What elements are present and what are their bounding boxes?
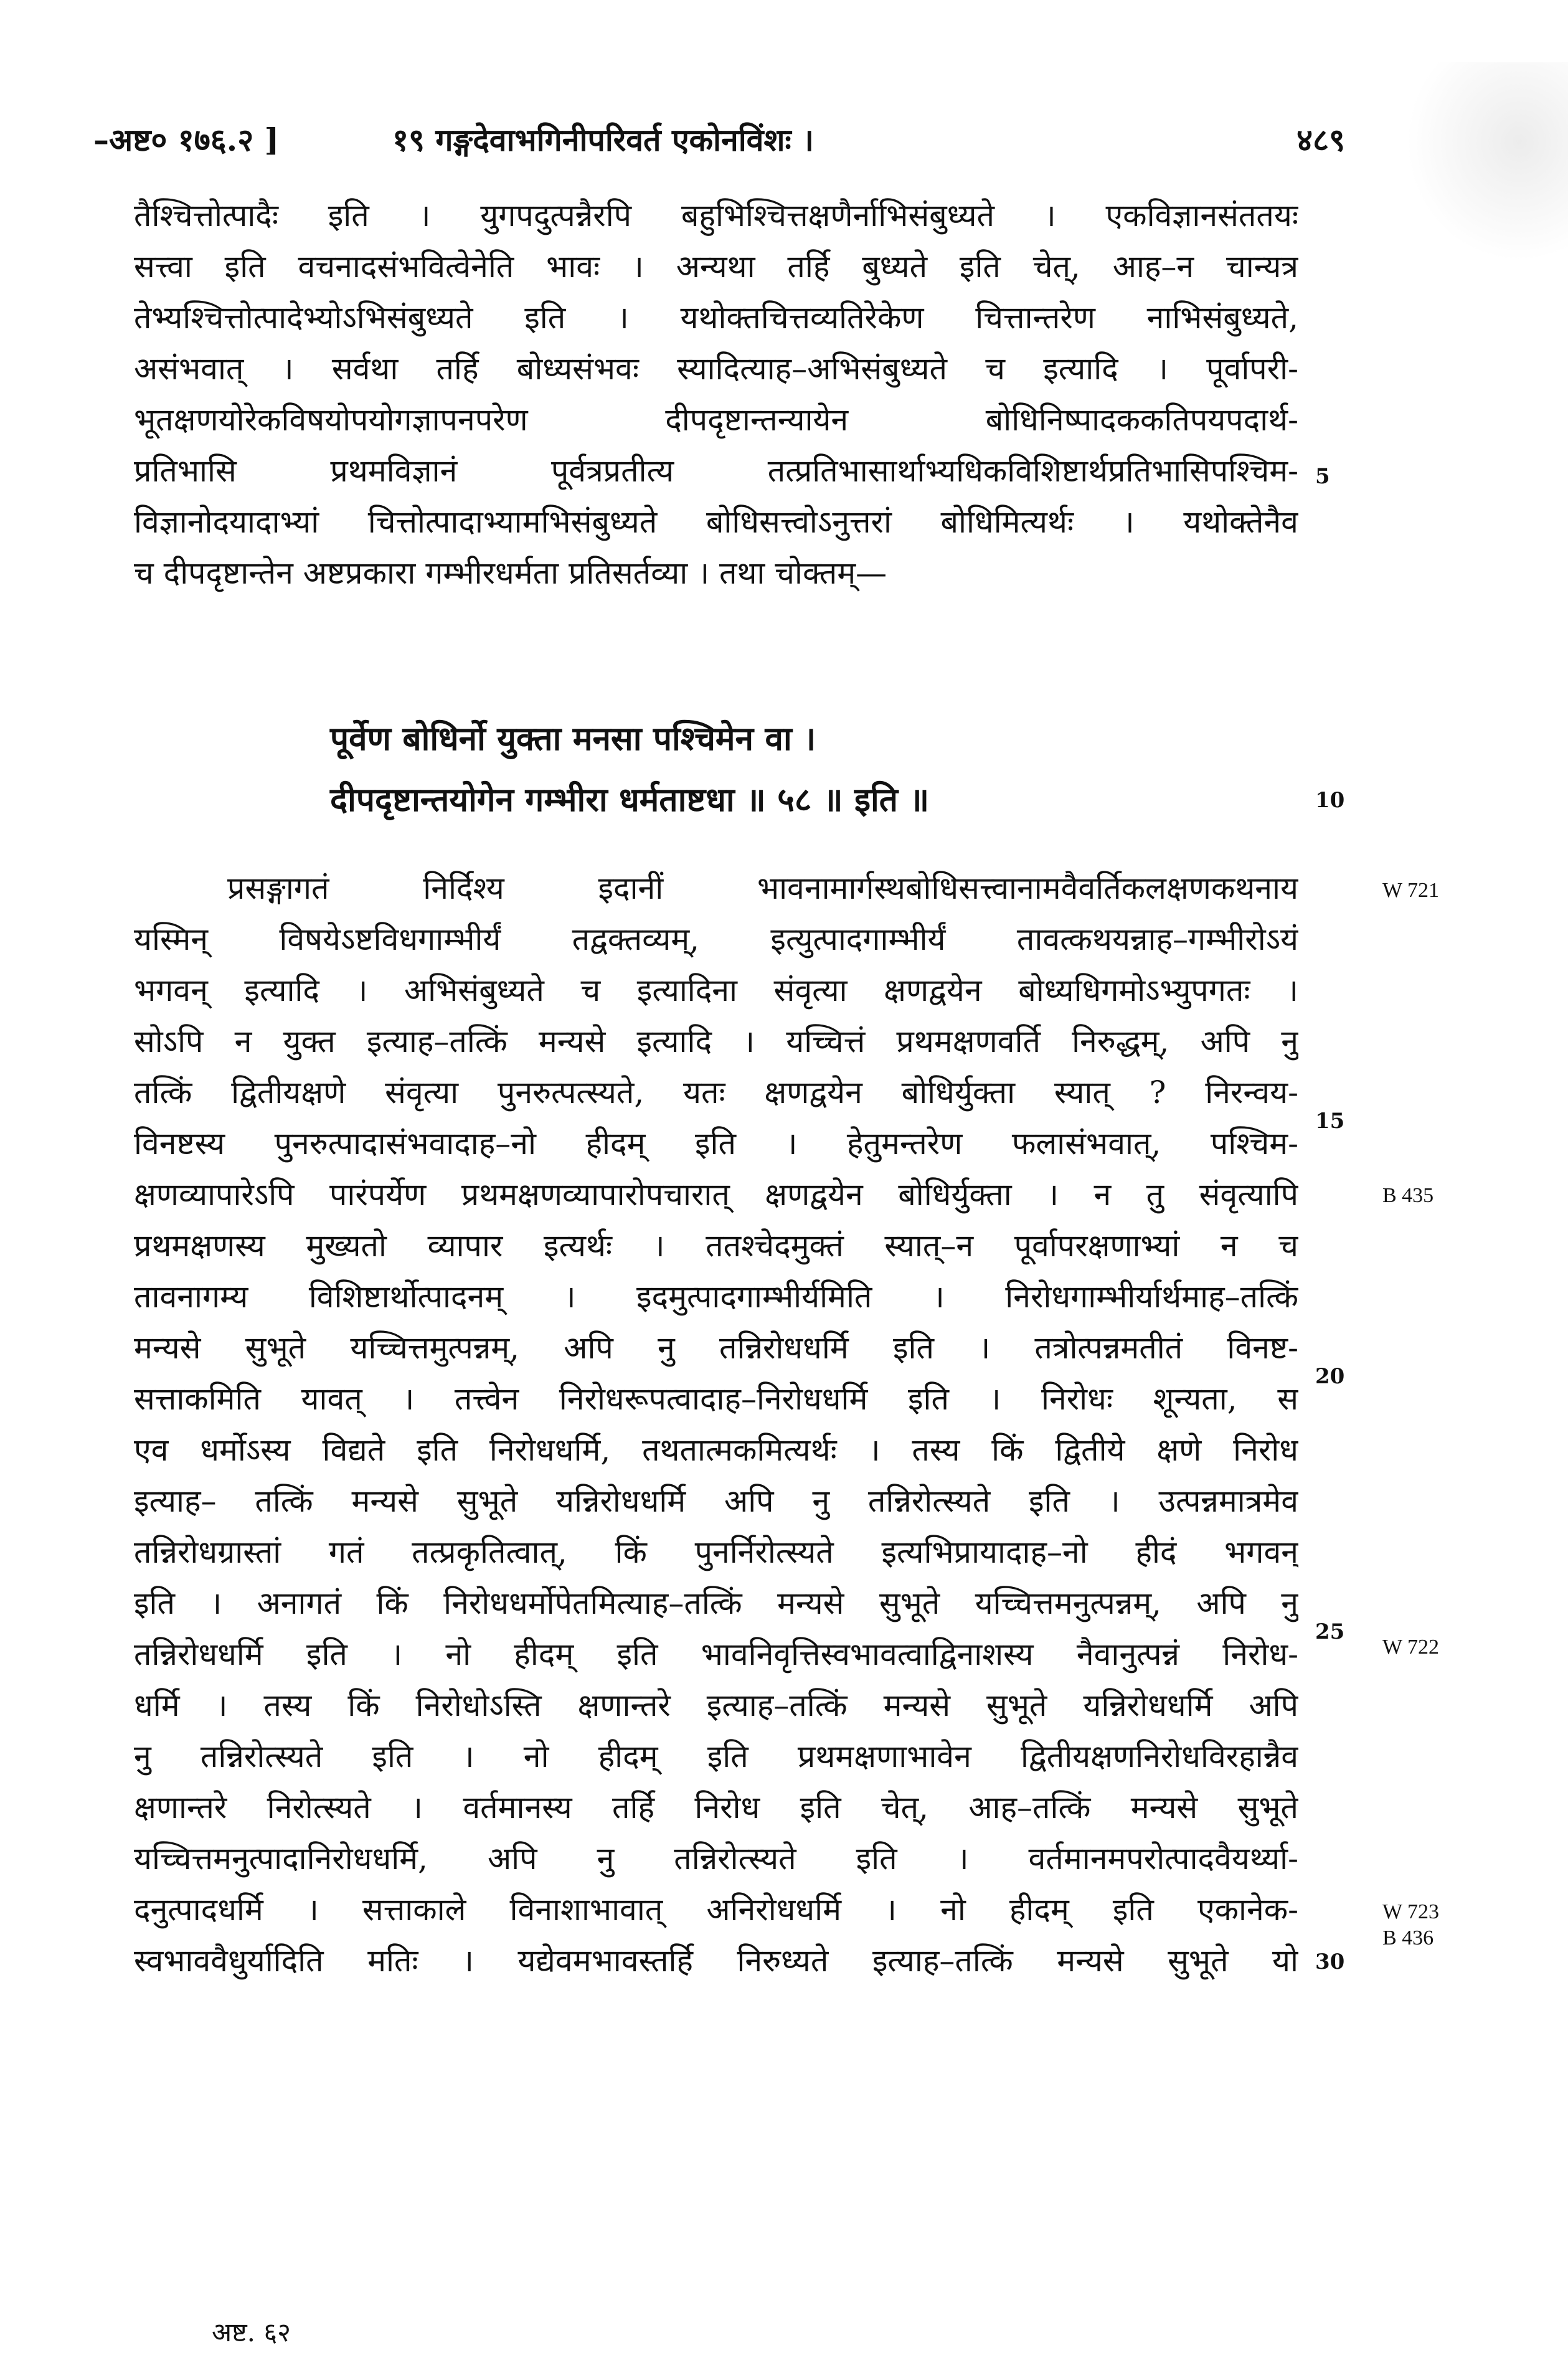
text-line: तेभ्यश्चित्तोत्पादेभ्योऽभिसंबुध्यते इति । यथोक्तचित्तव्यतिरेकेण चित्तान्तरेण नाभिसंबुध्यते, bbox=[134, 300, 1298, 336]
text-line: विज्ञानोदयादाभ्यां चित्तोत्पादाभ्यामभिसंबुध्यते बोधिसत्त्वोऽनुत्तरां बोधिमित्यर्थः । यथोक्तेनैव bbox=[134, 504, 1298, 540]
text-line: सोऽपि न युक्त इत्याह–तत्किं मन्यसे इत्यादि । यच्चित्तं प्रथमक्षणवर्ति निरुद्धम्, अपि नु bbox=[134, 1023, 1298, 1059]
text-line: सत्त्वा इति वचनादसंभवित्वेनेति भावः । अन्यथा तर्हि बुध्यते इति चेत्, आह–न चान्यत्र bbox=[134, 249, 1298, 285]
text-line: क्षणव्यापारेऽपि पारंपर्येण प्रथमक्षणव्यापारोपचारात् क्षणद्वयेन बोधिर्युक्ता । न तु संवृत्यापि bbox=[134, 1177, 1298, 1213]
side-ref-w721: W 721 bbox=[1382, 879, 1439, 902]
text-line: तन्निरोधधर्मि इति । नो हीदम् इति भावनिवृत्तिस्वभावत्वाद्विनाशस्य नैवानुत्पन्नं निरोध- bbox=[134, 1636, 1298, 1672]
text-line: इत्याह– तत्किं मन्यसे सुभूते यन्निरोधधर्मि अपि नु तन्निरोत्स्यते इति । उत्पन्नमात्रमेव bbox=[134, 1483, 1298, 1519]
text-line: प्रसङ्गागतं निर्दिश्य इदानीं भावनामार्गस्थबोधिसत्त्वानामवैवर्तिकलक्षणकथनाय bbox=[227, 870, 1298, 906]
running-head-reference: –अष्ट० १७६.२ ] bbox=[93, 121, 280, 158]
paragraph-1 bbox=[134, 190, 1298, 599]
line-number-30: 30 bbox=[1315, 1949, 1345, 1974]
text-line: नु तन्निरोत्स्यते इति । नो हीदम् इति प्रथमक्षणाभावेन द्वितीयक्षणनिरोधविरहान्नैव bbox=[134, 1738, 1298, 1774]
line-number-25: 25 bbox=[1315, 1619, 1345, 1644]
page-number: ४८९ bbox=[1296, 121, 1345, 158]
running-head bbox=[93, 115, 1345, 165]
text-line: मन्यसे सुभूते यच्चित्तमुत्पन्नम्, अपि नु तन्निरोधधर्मि इति । तत्रोत्पन्नमतीतं विनष्ट- bbox=[134, 1330, 1298, 1366]
paper-stain bbox=[1406, 62, 1568, 262]
text-line: सत्ताकमिति यावत् । तत्त्वेन निरोधरूपत्वादाह–निरोधधर्मि इति । निरोधः शून्यता, स bbox=[134, 1381, 1298, 1417]
verse-line-1: पूर्वेण बोधिर्नो युक्ता मनसा पश्चिमेन वा । bbox=[330, 719, 816, 758]
side-ref-b435: B 435 bbox=[1382, 1184, 1434, 1207]
side-ref-b436: B 436 bbox=[1382, 1926, 1434, 1949]
text-line: भूतक्षणयोरेकविषयोपयोगज्ञापनपरेण दीपदृष्टान्तन्यायेन बोधिनिष्पादककतिपयपदार्थ- bbox=[134, 402, 1298, 438]
text-line: यस्मिन् विषयेऽष्टविधगाम्भीर्यं तद्वक्तव्यम्, इत्युत्पादगाम्भीर्यं तावत्कथयन्नाह–गम्भीरोऽयं bbox=[134, 921, 1298, 957]
text-line: प्रतिभासि प्रथमविज्ञानं पूर्वत्रप्रतीत्य तत्प्रतिभासार्थाभ्यधिकविशिष्टार्थप्रतिभासिपश्चिम- bbox=[134, 453, 1298, 489]
side-ref-w723: W 723 bbox=[1382, 1900, 1439, 1923]
text-line: भगवन् इत्यादि । अभिसंबुध्यते च इत्यादिना संवृत्या क्षणद्वयेन बोध्यधिगमोऽभ्युपगतः । bbox=[134, 972, 1298, 1008]
printer-signature: अष्ट. ६२ bbox=[212, 2317, 291, 2347]
running-head-chapter: १९ गङ्गदेवाभगिनीपरिवर्त एकोनविंशः । bbox=[392, 121, 814, 158]
side-ref-w722: W 722 bbox=[1382, 1636, 1439, 1659]
text-line: एव धर्मोऽस्य विद्यते इति निरोधधर्मि, तथतात्मकमित्यर्थः । तस्य किं द्वितीये क्षणे निरोध bbox=[134, 1432, 1298, 1468]
text-line: प्रथमक्षणस्य मुख्यतो व्यापार इत्यर्थः । ततश्चेदमुक्तं स्यात्–न पूर्वापरक्षणाभ्यां न च bbox=[134, 1228, 1298, 1264]
text-line: असंभवात् । सर्वथा तर्हि बोध्यसंभवः स्यादित्याह–अभिसंबुध्यते च इत्यादि । पूर्वापरी- bbox=[134, 351, 1298, 387]
text-line: स्वभाववैधुर्यादिति मतिः । यद्येवमभावस्तर्हि निरुध्यते इत्याह–तत्किं मन्यसे सुभूते यो bbox=[134, 1943, 1298, 1979]
line-number-20: 20 bbox=[1315, 1364, 1345, 1389]
text-line: तन्निरोधग्रास्तां गतं तत्प्रकृतित्वात्, किं पुनर्निरोत्स्यते इत्यभिप्रायादाह–नो हीदं भगवन् bbox=[134, 1534, 1298, 1570]
text-line: दनुत्पादधर्मि । सत्ताकाले विनाशाभावात् अनिरोधधर्मि । नो हीदम् इति एकानेक- bbox=[134, 1892, 1298, 1928]
text-line: क्षणान्तरे निरोत्स्यते । वर्तमानस्य तर्हि निरोध इति चेत्, आह–तत्किं मन्यसे सुभूते bbox=[134, 1789, 1298, 1826]
line-number-10: 10 bbox=[1315, 788, 1345, 813]
text-line: विनष्टस्य पुनरुत्पादासंभवादाह–नो हीदम् इति । हेतुमन्तरेण फलासंभवात्, पश्चिम- bbox=[134, 1125, 1298, 1162]
text-line: तैश्चित्तोत्पादैः इति । युगपदुत्पन्नैरपि बहुभिश्चित्तक्षणैर्नाभिसंबुध्यते । एकविज्ञानसंततयः bbox=[134, 197, 1298, 234]
text-line: तावनागम्य विशिष्टार्थोत्पादनम् । इदमुत्पादगाम्भीर्यमिति । निरोधगाम्भीर्यार्थमाह–तत्किं bbox=[134, 1279, 1298, 1315]
text-line: च दीपदृष्टान्तेन अष्टप्रकारा गम्भीरधर्मता प्रतिसर्तव्या । तथा चोक्तम्— bbox=[134, 555, 887, 591]
verse-line-2: दीपदृष्टान्तयोगेन गम्भीरा धर्मताष्टधा ॥ ५८ ॥ इति ॥ bbox=[330, 780, 930, 819]
paragraph-2 bbox=[134, 863, 1298, 1986]
text-line: इति । अनागतं किं निरोधधर्मोपेतमित्याह–तत्किं मन्यसे सुभूते यच्चित्तमनुत्पन्नम्, अपि नु bbox=[134, 1585, 1298, 1621]
line-number-15: 15 bbox=[1315, 1109, 1345, 1134]
text-line: धर्मि । तस्य किं निरोधोऽस्ति क्षणान्तरे इत्याह–तत्किं मन्यसे सुभूते यन्निरोधधर्मि अपि bbox=[134, 1687, 1298, 1723]
text-line: यच्चित्तमनुत्पादानिरोधधर्मि, अपि नु तन्निरोत्स्यते इति । वर्तमानमपरोत्पादवैयर्थ्या- bbox=[134, 1840, 1298, 1877]
text-line: तत्किं द्वितीयक्षणे संवृत्या पुनरुत्पत्स्यते, यतः क्षणद्वयेन बोधिर्युक्ता स्यात् ? निरन्वय- bbox=[134, 1074, 1298, 1111]
line-number-5: 5 bbox=[1315, 464, 1330, 489]
